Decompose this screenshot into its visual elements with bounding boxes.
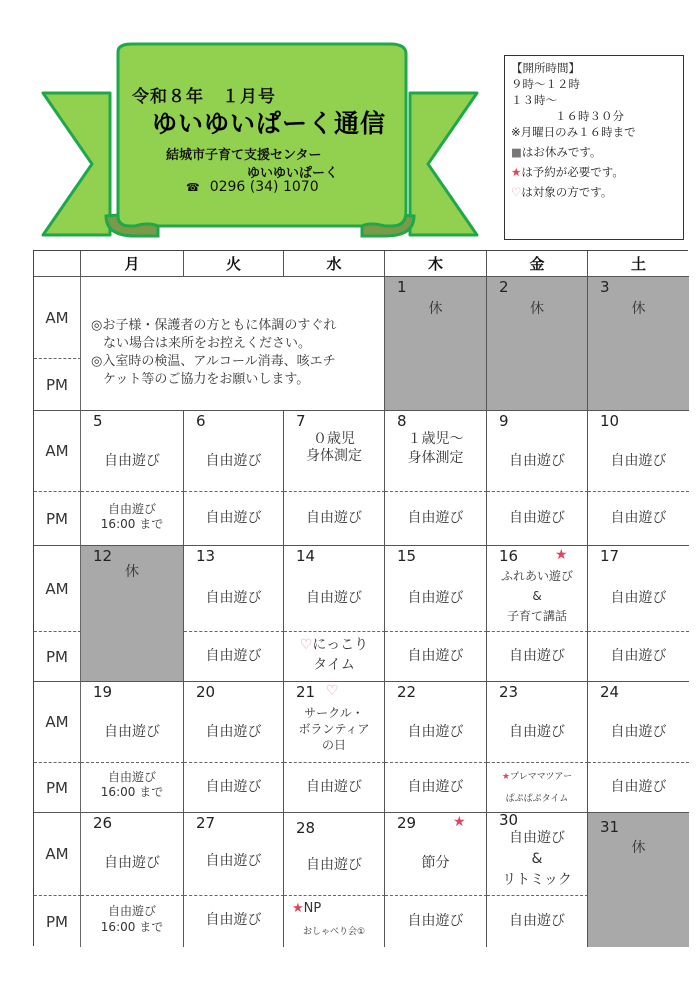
activity: 自由遊び (407, 590, 464, 606)
activity: 自由遊び (104, 855, 160, 871)
day-cell-20-am (184, 682, 284, 763)
activity: & (531, 851, 543, 867)
legend-closed: ■はお休みです。 (511, 145, 602, 159)
activity: 子育て講話 (506, 609, 567, 623)
day-cell-29-am (385, 813, 487, 896)
day-number: 19 (93, 683, 113, 701)
day-number: 12 (93, 547, 113, 565)
day-number: 9 (499, 412, 509, 430)
day-number: 3 (600, 278, 610, 296)
day-cell-24-pm (588, 763, 689, 813)
day-cell-14-pm (284, 632, 385, 682)
day-cell-15-pm (385, 632, 487, 682)
pm-label: PM (34, 632, 81, 682)
activity: 自由遊び (407, 648, 464, 664)
day-cell-19-pm (81, 763, 184, 813)
day-cell-5-am (81, 411, 184, 492)
activity: 自由遊び (509, 913, 565, 929)
activity: の日 (321, 738, 346, 752)
day-cell-23-pm (487, 763, 588, 813)
activity: ０歳児 (313, 431, 355, 447)
activity-time: 16:00 まで (100, 785, 164, 799)
activity: ぱぷぱぷタイム (505, 794, 569, 804)
day-cell-6-am (184, 411, 284, 492)
activity: & (532, 589, 542, 603)
day-number: 27 (196, 814, 216, 832)
activity: タイム (313, 657, 355, 673)
day-number: 22 (397, 683, 417, 701)
heart-icon: ♡ (511, 185, 522, 199)
activity: １歳児～ (407, 431, 464, 447)
star-icon: ★ (555, 547, 568, 563)
day-cell-14-am (284, 546, 385, 632)
day-number: 1 (397, 278, 407, 296)
activity: 自由遊び (205, 453, 262, 469)
day-number: 31 (600, 818, 620, 836)
day-cell-5-pm (81, 492, 184, 546)
day-cell-6-pm (184, 492, 284, 546)
day-cell-21-pm (284, 763, 385, 813)
am-label: AM (34, 411, 81, 492)
activity: 自由遊び (610, 724, 667, 740)
activity: 自由遊び (107, 770, 156, 784)
day-number: 24 (600, 683, 620, 701)
day-cell-29-pm (385, 896, 487, 947)
activity: ♡にっこり (299, 637, 369, 653)
activity: 自由遊び (205, 590, 262, 606)
day-number: 5 (93, 412, 103, 430)
day-cell-17-am (588, 546, 689, 632)
pm-label: PM (34, 896, 81, 947)
header-fri: 金 (487, 251, 588, 277)
hours-morning: ９時～１２時 (511, 77, 580, 91)
star-icon: ★ (292, 901, 304, 916)
day-number: 14 (296, 547, 316, 565)
day-cell-31 (588, 813, 689, 947)
day-number: 13 (196, 547, 216, 565)
activity: サークル・ (304, 706, 364, 720)
day-cell-28-pm (284, 896, 385, 947)
day-cell-10-am (588, 411, 689, 492)
activity-time: 16:00 まで (100, 920, 164, 934)
activity: 自由遊び (407, 724, 464, 740)
day-cell-27-am (184, 813, 284, 896)
hours-afternoon-start: １３時～ (511, 93, 557, 107)
activity: 身体測定 (407, 450, 464, 466)
day-number: 7 (296, 412, 306, 430)
day-cell-23-am (487, 682, 588, 763)
day-number: 10 (600, 412, 620, 430)
activity: 自由遊び (205, 779, 262, 795)
day-cell-9-am (487, 411, 588, 492)
pm-label: PM (34, 359, 81, 411)
activity: 自由遊び (509, 830, 565, 846)
issue-label: 令和８年 １月号 (132, 87, 276, 107)
activity: 自由遊び (205, 912, 262, 928)
closed-square-icon: ■ (511, 145, 522, 159)
day-cell-8-am (385, 411, 487, 492)
organization-name: 結城市子育て支援センター (166, 148, 322, 163)
day-cell-30-am (487, 813, 588, 896)
header-mon: 月 (81, 251, 184, 277)
day-number: 23 (499, 683, 519, 701)
day-number: 28 (296, 819, 316, 837)
activity: 自由遊び (306, 510, 362, 526)
day-number: 8 (397, 412, 407, 430)
phone-number: 0296 (34) 1070 (209, 179, 319, 195)
closed-label: 休 (428, 301, 443, 317)
activity: ふれあい遊び (500, 569, 573, 583)
day-cell-7-am (284, 411, 385, 492)
activity-time: 16:00 まで (100, 517, 164, 531)
activity: 自由遊び (509, 453, 565, 469)
day-number: 16 (499, 547, 519, 565)
day-number: 15 (397, 547, 417, 565)
day-cell-20-pm (184, 763, 284, 813)
day-cell-1 (385, 277, 487, 411)
pm-label: PM (34, 763, 81, 813)
activity: 自由遊び (610, 779, 667, 795)
day-cell-3 (588, 277, 689, 411)
day-cell-2 (487, 277, 588, 411)
day-cell-13-pm (184, 632, 284, 682)
am-label: AM (34, 813, 81, 896)
day-number: 20 (196, 683, 216, 701)
activity: 自由遊び (205, 648, 262, 664)
day-number: 21 (296, 683, 316, 701)
legend-reservation: ★は予約が必要です。 (511, 165, 624, 179)
star-icon: ★ (511, 165, 522, 179)
closed-label: 休 (631, 301, 646, 317)
day-cell-19-am (81, 682, 184, 763)
closed-label: 休 (530, 301, 544, 317)
activity: 自由遊び (407, 779, 464, 795)
activity: 自由遊び (205, 853, 262, 869)
activity: 自由遊び (306, 779, 362, 795)
activity: 身体測定 (306, 448, 362, 464)
header-sat: 土 (588, 251, 689, 277)
day-cell-13-am (184, 546, 284, 632)
opening-hours-box (504, 55, 684, 240)
activity: 自由遊び (107, 904, 156, 918)
day-cell-26-am (81, 813, 184, 896)
health-notice: ◎お子様・保護者の方ともに体調のすぐれ ない場合は来所をお控えください。 ◎入室時の検温、アルコール消毒、咳エチ ケット等のご協力をお願いします。 (91, 318, 337, 387)
activity: 自由遊び (205, 724, 262, 740)
day-number: 17 (600, 547, 620, 565)
star-icon: ★ (453, 814, 466, 830)
activity: 自由遊び (610, 453, 667, 469)
activity: 自由遊び (407, 913, 464, 929)
activity: リトミック (502, 872, 572, 888)
telephone-icon: ☎ (186, 181, 200, 194)
activity: 自由遊び (104, 453, 160, 469)
hours-heading: 【開所時間】 (511, 61, 580, 75)
newsletter-title: ゆいゆいぱーく通信 (152, 109, 387, 138)
activity: 節分 (421, 855, 450, 871)
day-cell-27-pm (184, 896, 284, 947)
activity: 自由遊び (610, 590, 667, 606)
day-cell-16-am (487, 546, 588, 632)
activity: 自由遊び (509, 648, 565, 664)
day-cell-21-am (284, 682, 385, 763)
facility-name: ゆいゆいぱーく (247, 166, 339, 181)
day-number: 29 (397, 814, 417, 832)
hours-afternoon-end: １６時３０分 (555, 109, 624, 123)
closed-label: 休 (631, 840, 646, 856)
activity: 自由遊び (306, 590, 362, 606)
pm-label: PM (34, 492, 81, 546)
day-cell-22-pm (385, 763, 487, 813)
newsletter-banner (40, 40, 480, 245)
day-cell-22-am (385, 682, 487, 763)
am-label: AM (34, 277, 81, 359)
header-blank (34, 251, 81, 277)
heart-icon: ♡ (326, 683, 339, 699)
day-cell-30-pm (487, 896, 588, 947)
day-cell-15-am (385, 546, 487, 632)
day-cell-28-am (284, 813, 385, 896)
day-cell-7-pm (284, 492, 385, 546)
heart-icon: ♡ (299, 637, 313, 653)
day-cell-17-pm (588, 632, 689, 682)
activity: 自由遊び (509, 724, 565, 740)
day-cell-10-pm (588, 492, 689, 546)
activity: 自由遊び (610, 648, 667, 664)
activity: 自由遊び (407, 510, 464, 526)
activity: 自由遊び (205, 510, 262, 526)
legend-target: ♡は対象の方です。 (511, 185, 613, 199)
header-thu: 木 (385, 251, 487, 277)
star-icon: ★ (501, 772, 510, 782)
day-number: 6 (196, 412, 206, 430)
day-cell-12 (81, 546, 184, 682)
header-wed: 水 (284, 251, 385, 277)
activity: 自由遊び (610, 510, 667, 526)
activity: おしゃべり会① (302, 927, 366, 937)
monthly-calendar (33, 250, 688, 946)
activity: 自由遊び (509, 510, 565, 526)
activity: ボランティア (298, 722, 370, 736)
activity: 自由遊び (306, 857, 362, 873)
activity: ★NP (292, 901, 322, 916)
am-label: AM (34, 682, 81, 763)
day-cell-24-am (588, 682, 689, 763)
day-number: 26 (93, 814, 113, 832)
phone-line (186, 179, 319, 195)
day-cell-26-pm (81, 896, 184, 947)
closed-label: 休 (125, 564, 139, 580)
day-number: 2 (499, 278, 509, 296)
day-cell-8-pm (385, 492, 487, 546)
activity: 自由遊び (104, 724, 160, 740)
day-cell-9-pm (487, 492, 588, 546)
activity: ★プレママツアー (501, 772, 573, 782)
am-label: AM (34, 546, 81, 632)
day-cell-16-pm (487, 632, 588, 682)
header-tue: 火 (184, 251, 284, 277)
activity: 自由遊び (107, 502, 156, 516)
notice-cell (81, 277, 385, 411)
monday-note: ※月曜日のみ１６時まで (511, 125, 636, 139)
day-number: 30 (499, 813, 519, 829)
